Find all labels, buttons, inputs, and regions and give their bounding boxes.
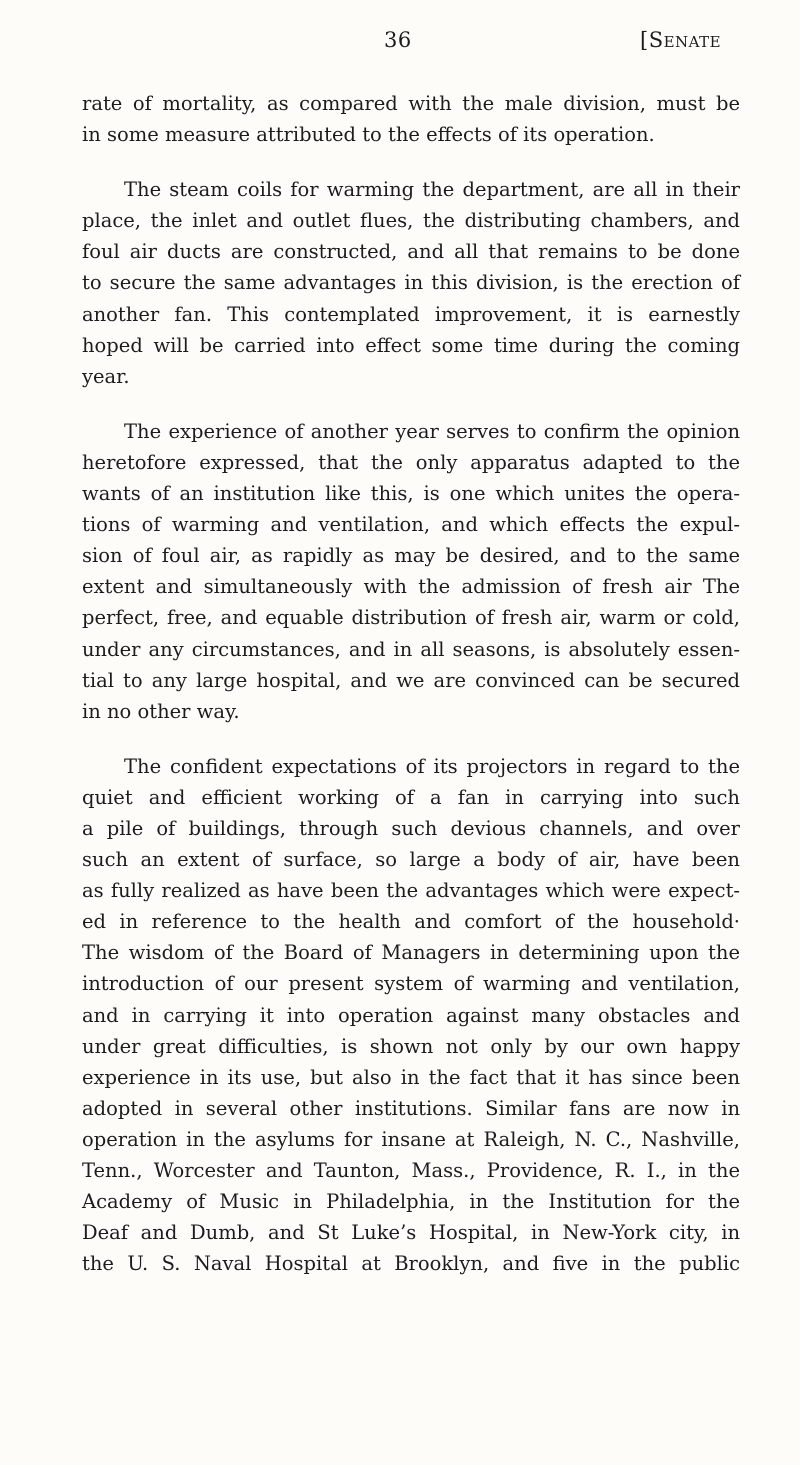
paragraph-4 [82, 751, 740, 1280]
text-line: a pile of buildings, through such devious channels, and over [82, 816, 740, 840]
text-line: The wisdom of the Board of Managers in determining upon the [82, 941, 740, 965]
text-line: The experience of another year serves to confirm the opinion [124, 419, 740, 443]
page-number: 36 [384, 28, 412, 52]
text-line: hoped will be carried into effect some time during the coming [82, 333, 740, 357]
text-line: The confident expectations of its projectors in regard to the [124, 754, 740, 778]
text-line: under any circumstances, and in all seasons, is absolutely essen- [82, 637, 740, 661]
text-line: tions of warming and ventilation, and which effects the expul- [82, 513, 740, 537]
body-text [82, 88, 740, 1303]
text-line: ed in reference to the health and comfort of the household· [82, 910, 740, 934]
text-line: Deaf and Dumb, and St Luke’s Hospital, in New-York city, in [82, 1221, 740, 1245]
text-line: place, the inlet and outlet flues, the distributing chambers, and [82, 209, 740, 233]
text-line: the U. S. Naval Hospital at Brooklyn, and five in the public [82, 1252, 740, 1276]
section-name: [Senate [640, 28, 722, 52]
text-line: Tenn., Worcester and Taunton, Mass., Providence, R. I., in the [82, 1159, 740, 1182]
text-line: sion of foul air, as rapidly as may be desired, and to the same [82, 544, 740, 568]
text-line: as fully realized as have been the advantages which were expect- [82, 879, 740, 903]
paragraph-3 [82, 416, 740, 727]
text-line: quiet and efficient working of a fan in carrying into such [82, 785, 740, 809]
text-line: another fan. This contemplated improvement, it is earnestly [82, 302, 740, 326]
paragraph-2 [82, 174, 740, 392]
text-line: in no other way. [82, 699, 240, 723]
text-line: under great difficulties, is shown not only by our own happy [82, 1034, 740, 1058]
text-line: extent and simultaneously with the admission of fresh air The [82, 575, 740, 599]
running-head [0, 28, 800, 62]
text-line: The steam coils for warming the department, are all in their [124, 178, 740, 202]
text-line: introduction of our present system of warming and ventilation, [82, 972, 740, 996]
text-line: in some measure attributed to the effects of its operation. [82, 123, 655, 147]
text-line: adopted in several other institutions. Similar fans are now in [82, 1096, 740, 1120]
text-line: perfect, free, and equable distribution of fresh air, warm or cold, [82, 606, 740, 630]
text-line: and in carrying it into operation against many obstacles and [82, 1003, 740, 1027]
text-line: operation in the asylums for insane at Raleigh, N. C., Nashville, [82, 1127, 740, 1151]
paragraph-1 [82, 88, 740, 150]
text-line: heretofore expressed, that the only apparatus adapted to the [82, 450, 740, 474]
text-line: wants of an institution like this, is one which unites the opera- [82, 482, 740, 506]
text-line: rate of mortality, as compared with the male division, must be [82, 92, 740, 115]
text-line: year. [82, 364, 130, 388]
text-line: such an extent of surface, so large a body of air, have been [82, 848, 740, 872]
text-line: experience in its use, but also in the fact that it has since been [82, 1065, 740, 1089]
text-line: to secure the same advantages in this division, is the erection of [82, 271, 740, 295]
text-line: foul air ducts are constructed, and all that remains to be done [82, 240, 740, 264]
text-line: Academy of Music in Philadelphia, in the Institution for the [82, 1190, 740, 1214]
text-line: tial to any large hospital, and we are convinced can be secured [82, 668, 740, 692]
